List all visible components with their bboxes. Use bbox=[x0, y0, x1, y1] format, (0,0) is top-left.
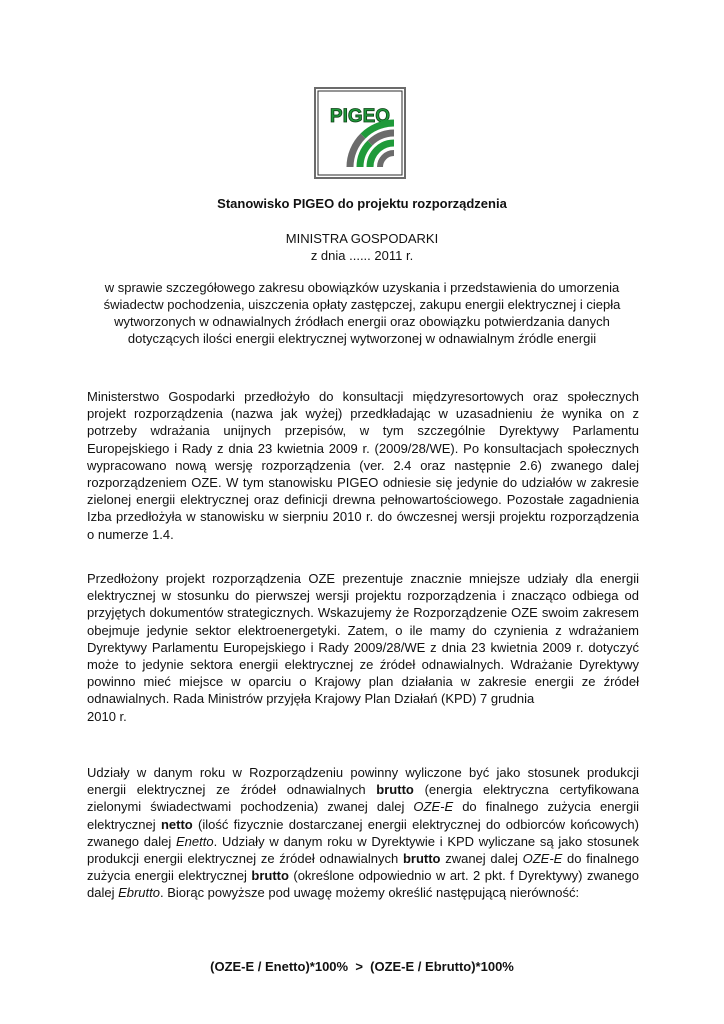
bold-term: brutto bbox=[402, 851, 441, 867]
document-subject bbox=[80, 279, 644, 347]
text-run: Udziały w danym roku w Rozporządzeniu powinny wyliczone być jako stosunek produkcji energii elektrycznej ze źródeł odnawialnych bbox=[87, 765, 639, 798]
bold-term: brutto bbox=[251, 868, 289, 884]
subject-line: dotyczących ilości energii elektrycznej wytworzonej w odnawialnym źródle energii bbox=[127, 331, 597, 346]
text-run: do finalnego zużycia energii elektrycznej bbox=[87, 851, 639, 884]
document-date: z dnia ...... 2011 r. bbox=[310, 248, 414, 263]
paragraph-project-tail: 2010 r. bbox=[87, 708, 127, 724]
bold-term: brutto bbox=[376, 782, 414, 798]
subject-line: świadectw pochodzenia, uiszczenia opłaty zastępczej, zakupu energii elektrycznej i ciepła bbox=[103, 297, 621, 312]
paragraph-shares bbox=[87, 764, 639, 902]
italic-term: Ebrutto bbox=[118, 885, 160, 901]
italic-term: OZE-E bbox=[413, 799, 454, 815]
paragraph-project bbox=[87, 570, 639, 725]
subject-line: wytworzonych w odnawialnych źródłach energii oraz obowiązku potwierdzania danych bbox=[114, 314, 610, 329]
pigeo-logo-icon bbox=[314, 87, 406, 179]
italic-term: Enetto bbox=[176, 833, 214, 849]
logo-text: PIGEO bbox=[329, 106, 391, 127]
ministry-name: MINISTRA GOSPODARKI bbox=[285, 231, 439, 246]
paragraph-intro: Ministerstwo Gospodarki przedłożyło do konsultacji międzyresortowych oraz społecznych projekt rozporządzenia (nazwa jak wyżej) przedkładając w uzasadnieniu że wynika on z potrzeby wdrażania unijnych przepisów, w tym szczególnie Dyrektywy Parlamentu Europejskiego i Rady z dnia 23 kwietnia 2009 r. (2009/28/WE). Po konsultacjach społecznych wypracowano nową wersję rozporządzenia (ver. 2.4 oraz następnie 2.6) zwanego dalej rozporządzeniem OZE. W tym stanowisku PIGEO odniesie się jedynie do udziałów w zakresie zielonej energii elektrycznej oraz definicji drewna pełnowartościowego. Pozostałe zagadnienia Izba przedłożyła w stanowisku w sierpniu 2010 r. do ówczesnej wersji projektu rozporządzenia o numerze 1.4. bbox=[87, 389, 639, 542]
text-run: (energia elektryczna certyfikowana zielonymi świadectwami pochodzenia) zwanej dalej bbox=[87, 782, 639, 815]
document-title: Stanowisko PIGEO do projektu rozporządzenia bbox=[217, 196, 507, 211]
italic-term: OZE-E bbox=[522, 851, 563, 867]
paragraph-project-text: Przedłożony projekt rozporządzenia OZE prezentuje znacznie mniejsze udziały dla energii elektrycznej w stosunku do pierwszej wersji projektu rozporządzenia i znacząco odbiega od przyjętych dokumentów strategicznych. Wskazujemy że Rozporządzenie OZE swoim zakresem obejmuje jedynie sektor elektroenergetyki. Zatem, o ile mamy do czynienia z wdrażaniem Dyrektywy Parlamentu Europejskiego i Rady 2009/28/WE z dnia 23 kwietnia 2009 r. dotyczyć może to jedynie sektora energii elektrycznej ze źródeł odnawialnych. Wdrażanie Dyrektywy powinno mieć miejsce w oparciu o Krajowy plan działania w zakresie energii ze źródeł odnawialnych. Rada Ministrów przyjęła Krajowy Plan Działań (KPD) 7 grudnia bbox=[87, 571, 639, 707]
text-run: do finalnego zużycia energii elektrycznej bbox=[87, 799, 639, 832]
pigeo-logo bbox=[314, 87, 406, 179]
bold-term: netto bbox=[160, 816, 193, 832]
text-run: . Udziały w danym roku w Dyrektywie i KPD wyliczane są jako stosunek produkcji energii elektrycznej ze źródeł odnawialnych bbox=[87, 833, 639, 867]
text-run: (określone odpowiednio w art. 2 pkt. f Dyrektywy) zwanego dalej bbox=[87, 868, 639, 901]
subject-line: w sprawie szczegółowego zakresu obowiązków uzyskania i przedstawienia do umorzenia bbox=[104, 280, 620, 295]
text-run: zwanej dalej bbox=[440, 851, 523, 867]
inequality-formula: (OZE-E / Enetto)*100% > (OZE-E / Ebrutto)*100% bbox=[210, 959, 514, 974]
text-run: (ilość fizycznie dostarczanej energii elektrycznej do odbiorców końcowych) zwanego dalej bbox=[87, 816, 639, 849]
text-run: . Biorąc powyższe pod uwagę możemy określić następującą nierówność: bbox=[160, 885, 580, 901]
